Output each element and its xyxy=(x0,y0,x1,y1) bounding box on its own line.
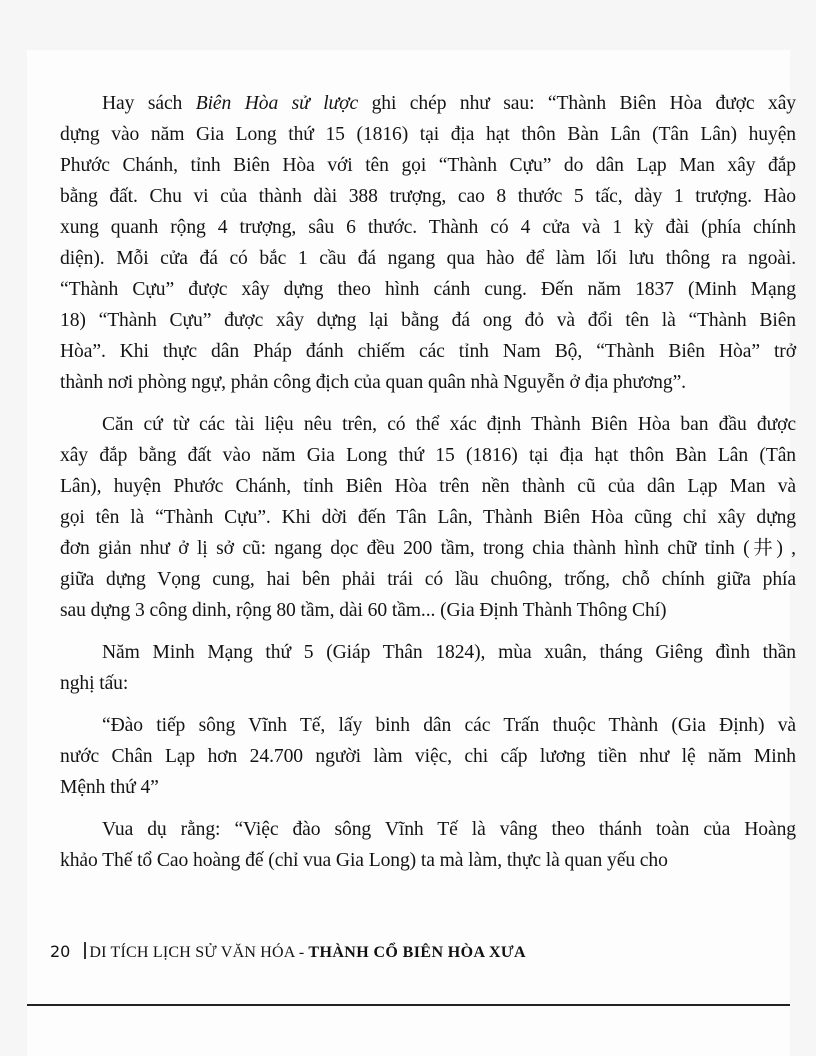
text-line xyxy=(60,88,796,119)
text-segment: ghi chép như sau: “Thành Biên Hòa được xây xyxy=(358,93,796,114)
footer-book-title: THÀNH CỔ BIÊN HÒA XƯA xyxy=(308,944,527,961)
text-segment: Căn cứ từ các tài liệu nêu trên, có thể xác định Thành Biên Hòa ban đầu được xyxy=(102,414,796,435)
text-segment: nước Chân Lạp hơn 24.700 người làm việc, chi cấp lương tiền như lệ năm Minh xyxy=(60,746,796,767)
text-segment: Mệnh thứ 4” xyxy=(60,777,159,798)
text-line xyxy=(60,502,796,533)
text-segment: Năm Minh Mạng thứ 5 (Giáp Thân 1824), mùa xuân, tháng Giêng đình thần xyxy=(102,642,796,663)
paragraph xyxy=(60,814,796,876)
text-line xyxy=(60,595,796,626)
text-segment: gọi tên là “Thành Cựu”. Khi dời đến Tân Lân, Thành Biên Hòa cũng chỉ xây dựng xyxy=(60,507,796,528)
text-line xyxy=(60,119,796,150)
text-segment: dựng vào năm Gia Long thứ 15 (1816) tại địa hạt thôn Bàn Lân (Tân Lân) huyện xyxy=(60,124,796,145)
text-segment: Hòa”. Khi thực dân Pháp đánh chiếm các tỉnh Nam Bộ, “Thành Biên Hòa” trở xyxy=(60,341,796,362)
text-segment: diện). Mỗi cửa đá có bắc 1 cầu đá ngang qua hào để làm lối lưu thông ra ngoài. xyxy=(60,248,796,269)
text-segment: Vua dụ rằng: “Việc đào sông Vĩnh Tế là vâng theo thánh toàn của Hoàng xyxy=(102,819,796,840)
text-segment: giữa dựng Vọng cung, hai bên phải trái có lầu chuông, trống, chỗ chính giữa phía xyxy=(60,569,796,590)
text-segment: xung quanh rộng 4 trượng, sâu 6 thước. Thành có 4 cửa và 1 kỳ đài (phía chính xyxy=(60,217,796,238)
text-segment: Lân), huyện Phước Chánh, tỉnh Biên Hòa trên nền thành cũ của dân Lạp Man và xyxy=(60,476,796,497)
bottom-rule xyxy=(27,1004,790,1006)
text-segment: 18) “Thành Cựu” được xây dựng lại bằng đá ong đỏ và đổi tên là “Thành Biên xyxy=(60,310,796,331)
text-line xyxy=(60,637,796,668)
text-segment: “Đào tiếp sông Vĩnh Tế, lấy binh dân các Trấn thuộc Thành (Gia Định) và xyxy=(102,715,796,736)
text-segment: thành nơi phòng ngự, phản công địch của quan quân nhà Nguyễn ở địa phương”. xyxy=(60,372,686,393)
text-line xyxy=(60,845,796,876)
text-line xyxy=(60,212,796,243)
text-line xyxy=(60,710,796,741)
document-body xyxy=(60,88,796,887)
text-line xyxy=(60,741,796,772)
text-segment: Phước Chánh, tỉnh Biên Hòa với tên gọi “Thành Cựu” do dân Lạp Man xây đắp xyxy=(60,155,796,176)
italic-book-title: Biên Hòa sử lược xyxy=(195,93,359,114)
text-line xyxy=(60,471,796,502)
text-line xyxy=(60,814,796,845)
footer-divider-bar xyxy=(84,942,86,959)
paragraph xyxy=(60,409,796,626)
text-line xyxy=(60,440,796,471)
text-line xyxy=(60,367,796,398)
text-line xyxy=(60,564,796,595)
text-segment: khảo Thế tổ Cao hoàng đế (chỉ vua Gia Long) ta mà làm, thực là quan yếu cho xyxy=(60,850,668,871)
text-line xyxy=(60,336,796,367)
text-line xyxy=(60,668,796,699)
text-segment: Hay sách xyxy=(102,93,196,114)
text-segment: bằng đất. Chu vi của thành dài 388 trượng, cao 8 thước 5 tấc, dày 1 trượng. Hào xyxy=(60,186,796,207)
page-footer xyxy=(50,940,526,962)
paragraph xyxy=(60,710,796,803)
text-line xyxy=(60,181,796,212)
text-line xyxy=(60,305,796,336)
text-line xyxy=(60,274,796,305)
text-line xyxy=(60,150,796,181)
text-line xyxy=(60,772,796,803)
paragraph xyxy=(60,88,796,398)
text-segment: sau dựng 3 công dinh, rộng 80 tầm, dài 60 tầm... (Gia Định Thành Thông Chí) xyxy=(60,600,667,621)
text-line xyxy=(60,533,796,564)
text-segment: “Thành Cựu” được xây dựng theo hình cánh cung. Đến năm 1837 (Minh Mạng xyxy=(60,279,796,300)
footer-series-label: DI TÍCH LỊCH SỬ VĂN HÓA - xyxy=(89,944,305,961)
page-number: 20 xyxy=(50,942,71,961)
paragraph xyxy=(60,637,796,699)
text-line xyxy=(60,409,796,440)
text-segment: xây đắp bằng đất vào năm Gia Long thứ 15 (1816) tại địa hạt thôn Bàn Lân (Tân xyxy=(60,445,796,466)
text-segment: nghị tấu: xyxy=(60,673,129,694)
text-segment: đơn giản như ở lị sở cũ: ngang dọc đều 200 tầm, trong chia thành hình chữ tỉnh (井) , xyxy=(60,538,796,559)
text-line xyxy=(60,243,796,274)
